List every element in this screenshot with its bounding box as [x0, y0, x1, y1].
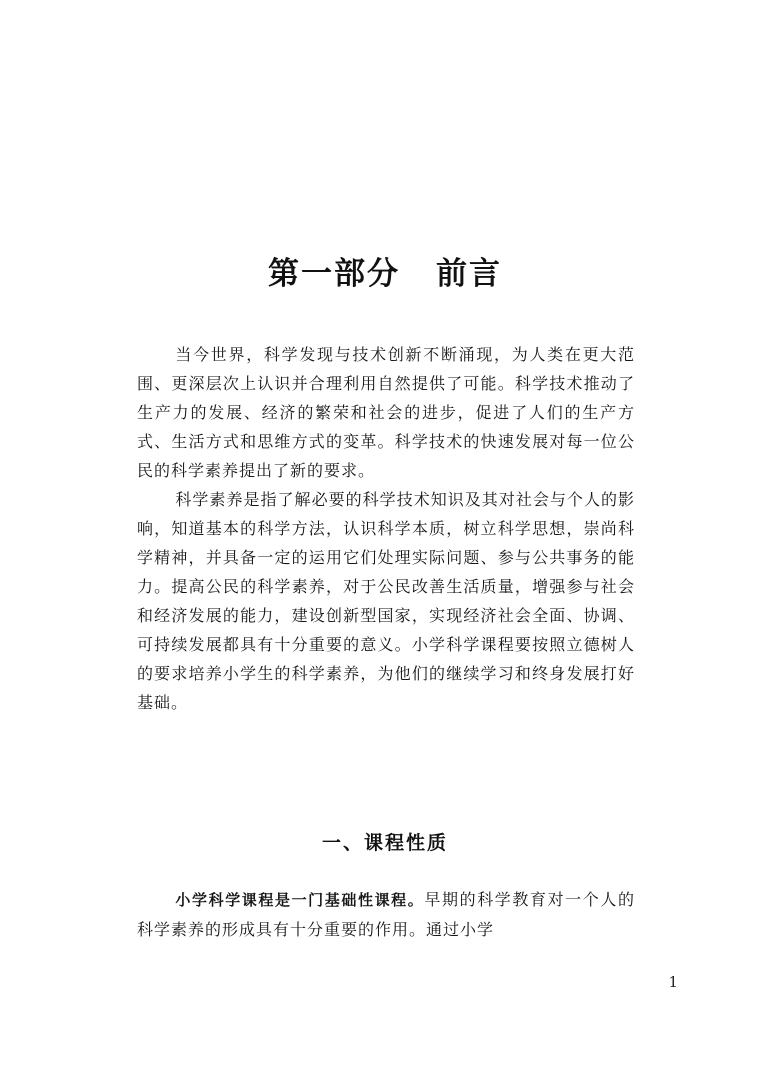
part-title-name: 前言 — [436, 256, 502, 292]
part-title-part: 第一部分 — [268, 256, 400, 292]
intro-paragraph-2: 科学素养是指了解必要的科学技术知识及其对社会与个人的影响，知道基本的科学方法，认识科学本质，树立科学思想，崇尚科学精神，并具备一定的运用它们处理实际问题、参与公共事务的能力。提高公民的科学素养，对于公民改善生活质量，增强参与社会和经济发展的能力，建设创新型国家，实现经济社会全面、协调、可持续发展都具有十分重要的意义。小学科学课程要按照立德树人的要求培养小学生的科学素养，为他们的继续学习和终身发展打好基础。 — [137, 490, 635, 712]
intro-text-block — [137, 340, 635, 717]
course-nature-text-block — [137, 885, 635, 944]
course-nature-lead-sentence: 小学科学课程是一门基础性课程。 — [175, 891, 425, 909]
page-number: 1 — [668, 973, 678, 991]
part-title — [0, 252, 770, 296]
intro-paragraph-1: 当今世界，科学发现与技术创新不断涌现，为人类在更大范围、更深层次上认识并合理利用自然提供了可能。科学技术推动了生产力的发展、经济的繁荣和社会的进步，促进了人们的生产方式、生活方式和思维方式的变革。科学技术的快速发展对每一位公民的科学素养提出了新的要求。 — [137, 345, 635, 480]
section-heading-course-nature: 一、课程性质 — [321, 832, 448, 854]
course-nature-body-text: 早期的科学教育对一个人的科学素养的形成具有十分重要的作用。通过小学 — [137, 890, 635, 939]
course-nature-paragraph — [137, 885, 635, 944]
